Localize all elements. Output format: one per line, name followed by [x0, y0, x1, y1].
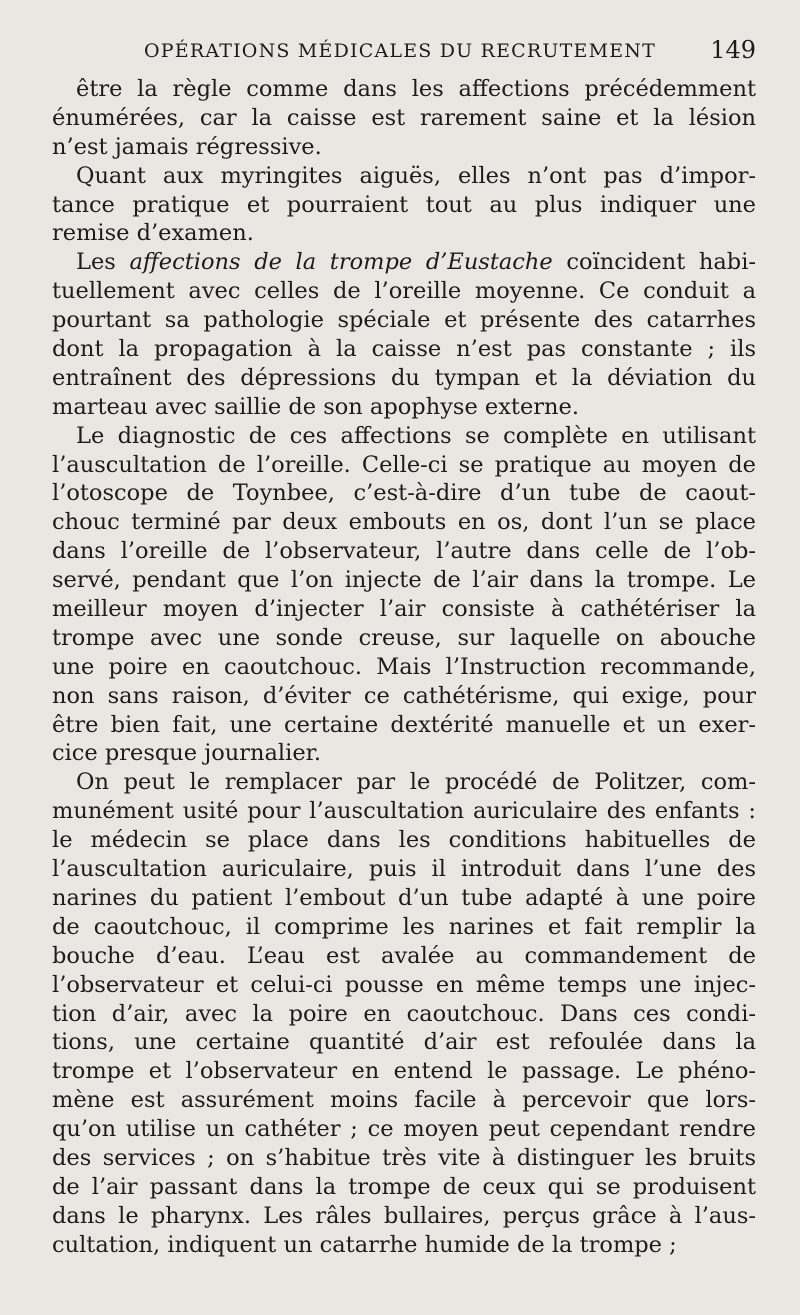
- text-line: mène est assurément moins facile à percevoir que lors-: [52, 1087, 756, 1114]
- text-line: tuellement avec celles de l’oreille moyenne. Ce conduit a: [52, 278, 756, 305]
- text-line: dans l’oreille de l’observateur, l’autre dans celle de l’ob-: [52, 538, 756, 565]
- text-line: pourtant sa pathologie spéciale et présente des catarrhes: [52, 307, 756, 334]
- text-line: marteau avec saillie de son apophyse externe.: [52, 393, 579, 420]
- text-run: Les: [76, 249, 130, 276]
- paragraph: [52, 75, 756, 162]
- text-line: trompe avec une sonde creuse, sur laquelle on abouche: [52, 624, 756, 651]
- text-line: munément usité pour l’auscultation auriculaire des enfants :: [52, 798, 756, 825]
- running-header: [52, 36, 756, 68]
- text-line: dans le pharynx. Les râles bullaires, perçus grâce à l’aus-: [52, 1202, 756, 1229]
- text-line: une poire en caoutchouc. Mais l’Instruction recommande,: [52, 653, 756, 680]
- paragraph: [52, 162, 756, 249]
- text-line: l’auscultation de l’oreille. Celle-ci se pratique au moyen de: [52, 451, 756, 478]
- text-line: servé, pendant que l’on injecte de l’air dans la trompe. Le: [52, 567, 756, 594]
- text-line: entraînent des dépressions du tympan et la déviation du: [52, 364, 756, 391]
- text-line: être la règle comme dans les affections précédemment: [76, 76, 756, 102]
- text-line: le médecin se place dans les conditions habituelles de: [52, 827, 756, 854]
- paragraph: [52, 422, 756, 769]
- text-line: non sans raison, d’éviter ce cathétérisme, qui exige, pour: [52, 682, 756, 709]
- page-number: 149: [710, 36, 756, 64]
- text-line: tion d’air, avec la poire en caoutchouc. Dans ces condi-: [52, 1000, 756, 1027]
- text-line: bouche d’eau. L’eau est avalée au commandement de: [52, 942, 756, 969]
- text-line: Le diagnostic de ces affections se complète en utilisant: [76, 422, 756, 449]
- text-line: trompe et l’observateur en entend le passage. Le phéno-: [52, 1058, 756, 1085]
- text-line: de l’air passant dans la trompe de ceux qui se produisent: [52, 1173, 756, 1200]
- text-line: être bien fait, une certaine dextérité manuelle et un exer-: [52, 711, 756, 738]
- text-line: chouc terminé par deux embouts en os, dont l’un se place: [52, 509, 756, 536]
- text-line: remise d’examen.: [52, 220, 254, 247]
- text-line: de caoutchouc, il comprime les narines et fait remplir la: [52, 913, 756, 940]
- text-line: l’otoscope de Toynbee, c’est-à-dire d’un tube de caout-: [52, 480, 756, 507]
- text-run: coïncident habi-: [552, 249, 756, 276]
- text-line: qu’on utilise un cathéter ; ce moyen peut cependant rendre: [52, 1116, 756, 1143]
- running-title: OPÉRATIONS MÉDICALES DU RECRUTEMENT: [144, 40, 656, 62]
- paragraph: [52, 768, 756, 1259]
- text-line: tance pratique et pourraient tout au plus indiquer une: [52, 191, 756, 218]
- text-line: Quant aux myringites aiguës, elles n’ont pas d’impor-: [76, 162, 756, 189]
- text-line: narines du patient l’embout d’un tube adapté à une poire: [52, 884, 756, 911]
- text-line: cultation, indiquent un catarrhe humide de la trompe ;: [52, 1231, 677, 1258]
- text-line: tions, une certaine quantité d’air est refoulée dans la: [52, 1029, 756, 1056]
- text-line: [52, 248, 756, 277]
- text-line: énumérées, car la caisse est rarement saine et la lésion: [52, 104, 756, 131]
- text-line: meilleur moyen d’injecter l’air consiste à cathétériser la: [52, 596, 756, 623]
- italic-term: affections de la trompe d’Eustache: [129, 249, 553, 276]
- text-line: l’auscultation auriculaire, puis il introduit dans l’une des: [52, 856, 756, 883]
- paragraph: [52, 248, 756, 421]
- text-line: On peut le remplacer par le procédé de Politzer, com-: [76, 769, 756, 796]
- text-line: l’observateur et celui-ci pousse en même temps une injec-: [52, 971, 756, 998]
- text-line: cice presque journalier.: [52, 740, 322, 767]
- body-text: [52, 75, 756, 1260]
- text-line: dont la propagation à la caisse n’est pas constante ; ils: [52, 336, 756, 363]
- text-line: n’est jamais régressive.: [52, 133, 322, 160]
- text-line: des services ; on s’habitue très vite à distinguer les bruits: [52, 1144, 756, 1171]
